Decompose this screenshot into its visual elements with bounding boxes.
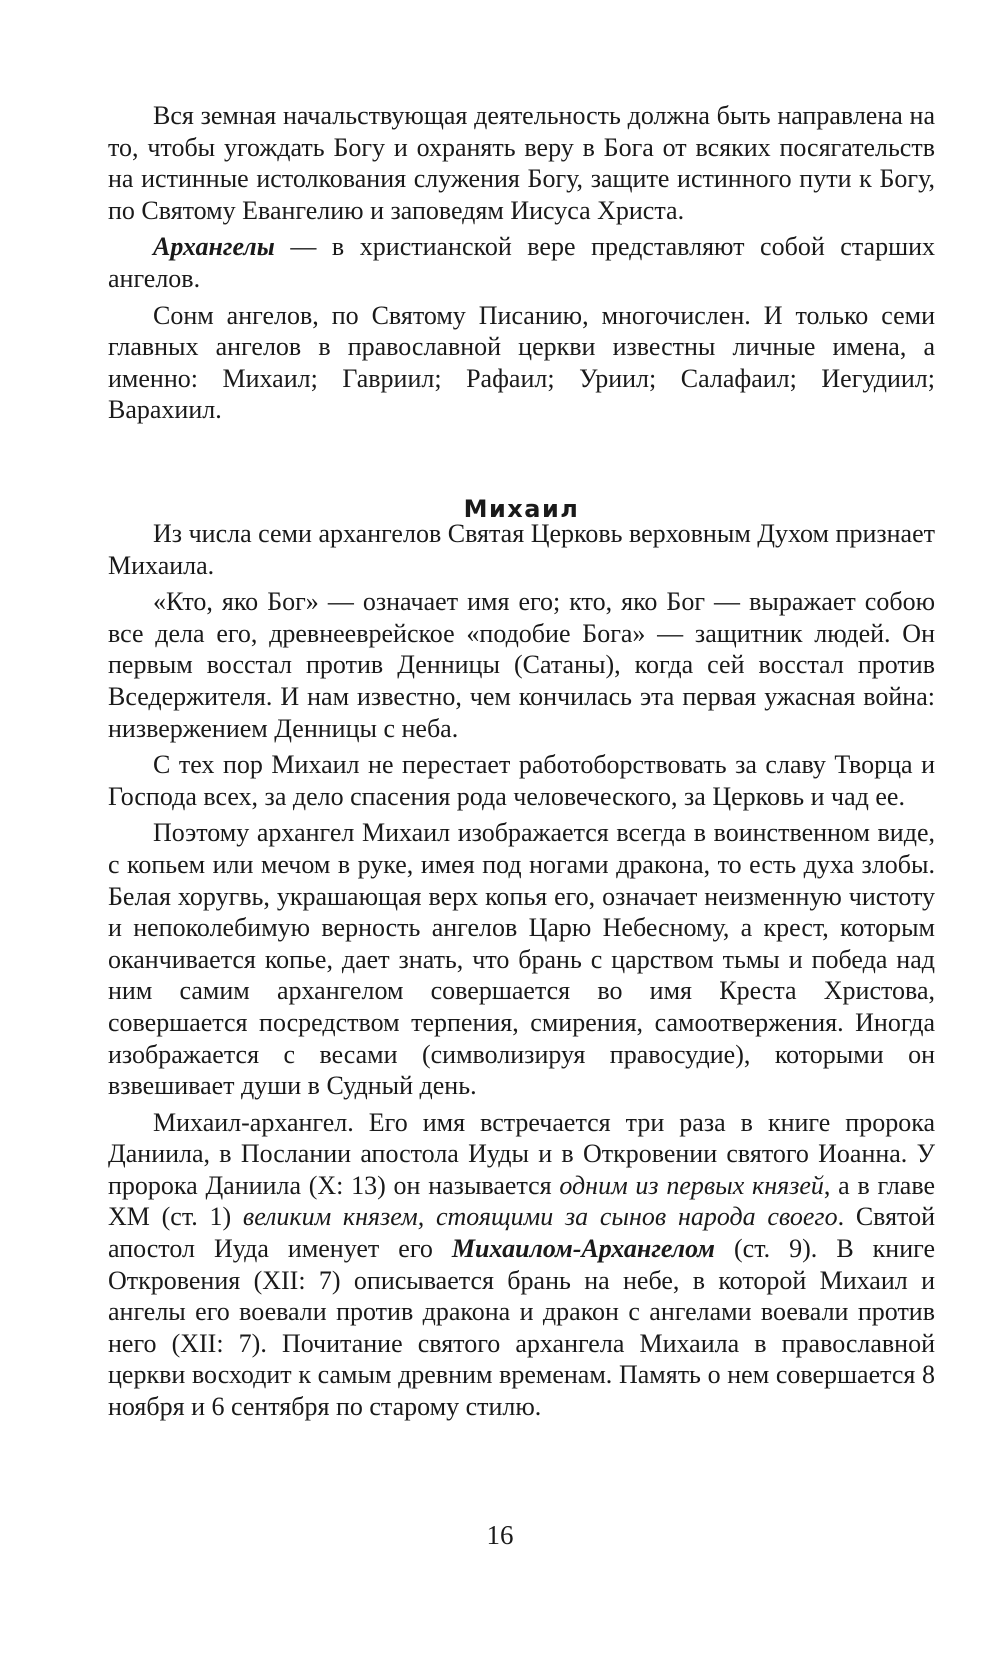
paragraph: С тех пор Михаил не перестает работоборствовать за славу Творца и Господа всех, за дело спасения рода человеческого, за Церковь и чад ее.	[108, 750, 935, 811]
paragraph-text: Михаил-архангел. Его имя встречается три раза в книге пророка Даниила, в Послании апостола Иуды и в Откровении святого Иоанна. У пророка Даниила (X: 13) он называется	[108, 1107, 935, 1200]
page-number: 16	[486, 1520, 514, 1550]
paragraph-archangels	[108, 231, 935, 294]
intro-text	[108, 100, 935, 426]
section-heading: Михаил	[463, 495, 580, 523]
paragraph-text: , а в главе ХМ (ст. 1)	[108, 1170, 935, 1232]
paragraph-mikhail-archangel	[108, 1107, 935, 1423]
italic-phrase: великим князем, стоящими за сынов народа своего	[242, 1202, 838, 1232]
paragraph: Из числа семи архангелов Святая Церковь верховным Духом признает Михаила.	[108, 519, 935, 580]
paragraph: Поэтому архангел Михаил изображается всегда в воинственном виде, с копьем или мечом в руке, имея под ногами дракона, то есть духа злобы. Белая хоругвь, украшающая верх копья его, означает неизменную чистоту и непоколебимую верность ангелов Царю Небесному, а крест, которым оканчивается копье, дает знать, что брань с царством тьмы и победа над ним самим архангелом совершается во имя Креста Христова, совершается посредством терпения, смирения, самоотвержения. Иногда изображается с весами (символизируя правосудие), которыми он взвешивает души в Судный день.	[108, 818, 935, 1101]
paragraph-text: — в христианской вере представляют собой старших ангелов.	[108, 232, 935, 293]
term-archangels: Архангелы	[153, 232, 275, 262]
section-text	[108, 518, 935, 1423]
paragraph-text: . Святой апостол Иуда именует его	[108, 1202, 935, 1264]
paragraph: Сонм ангелов, по Святому Писанию, многочислен. И только семи главных ангелов в православной церкви известны личные имена, а именно: Михаил; Гавриил; Рафаил; Уриил; Салафаил; Иегудиил; Варахиил.	[108, 300, 935, 425]
italic-phrase: одним из первых князей	[559, 1170, 824, 1200]
paragraph: «Кто, яко Бог» — означает имя его; кто, яко Бог — выражает собою все дела его, древнееврейское «подобие Бога» — защитник людей. Он первым восстал против Денницы (Сатаны), когда сей восстал против Вседержителя. И нам известно, чем кончилась эта первая ужасная война: низвержением Денницы с неба.	[108, 587, 935, 743]
paragraph-text: (ст. 9). В книге Откровения (XII: 7) описывается брань на небе, в которой Михаил и ангелы его воевали против дракона и дракон с ангелами воевали против него (XII: 7). Почитание святого архангела Михаила в православной церкви восходит к самым древним временам. Память о нем совершается 8 ноября и 6 сентября по старому стилю.	[108, 1234, 935, 1422]
paragraph: Вся земная начальствующая деятельность должна быть направлена на то, чтобы угождать Богу и охранять веру в Бога от всяких посягательств на истинные истолкования служения Богу, защите истинного пути к Богу, по Святому Евангелию и заповедям Иисуса Христа.	[108, 101, 935, 225]
term-mikhail-archangel: Михаилом-Архангелом	[451, 1234, 715, 1264]
